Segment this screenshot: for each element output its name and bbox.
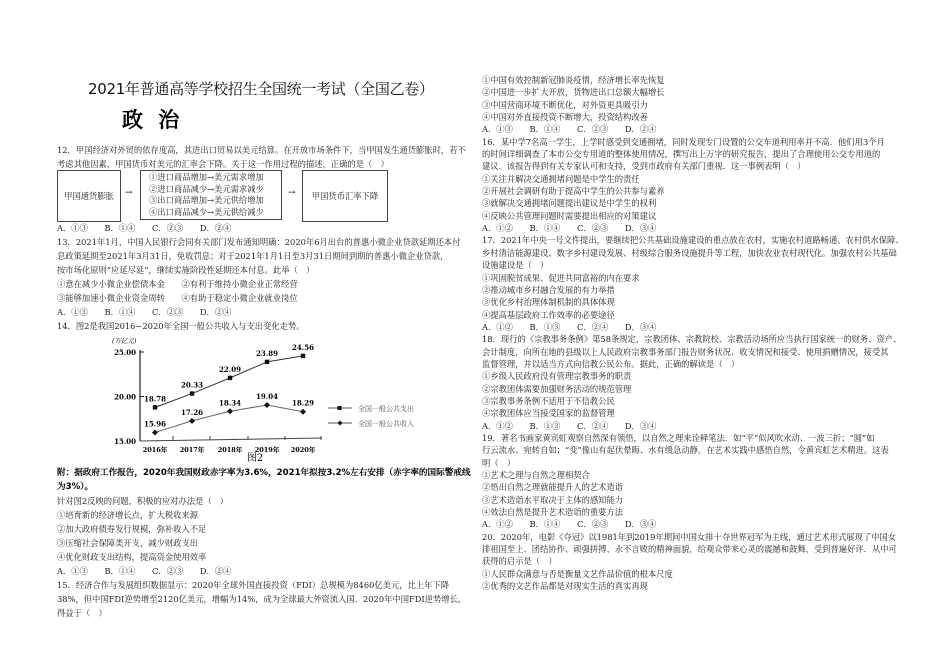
text-line: ②优秀的文艺作品都是对现实生活的真实再现 xyxy=(482,581,648,592)
data-label: 15.96 xyxy=(144,419,166,429)
series-line-1 xyxy=(155,405,303,432)
text-line: 13．2021年1月，中国人民银行会同有关部门发布通知明确：2020年6月出台的普惠小微企业贷款延期还本付 xyxy=(57,237,461,247)
diagram-start-box xyxy=(57,170,121,222)
right-column xyxy=(482,74,904,592)
text-line: 的时间详细调查了本市公交专用道的整体使用情况，撰写出上万字的研究报告，提出了合理使用公交专用道的 xyxy=(482,149,881,160)
text-line: ①艺术之理与自然之理相契合 xyxy=(482,470,590,480)
chart-caption: 图2 xyxy=(246,453,264,464)
subject-heading: 政 治 xyxy=(122,108,184,132)
text-line: 行云流水、宛转自如；“变”像山有起伏晕晦、水有缓急动静。在艺术实践中感悟自然，令黄宾虹艺术精进。这表 xyxy=(482,445,889,456)
data-point-square xyxy=(265,360,269,364)
data-point-diamond xyxy=(227,408,233,414)
legend-label: 全国一般公共收入 xyxy=(358,420,414,428)
text-line: ①乡级人民政府没有管理宗教事务的职责 xyxy=(482,371,632,382)
data-label: 19.04 xyxy=(256,392,278,402)
text-line: ②中国进一步扩大开放，货物进出口总额大幅增长 xyxy=(482,87,665,98)
diagram-end-box xyxy=(302,170,388,222)
text-line: 乡村清洁能源建设、数字乡村建设发展、村级综合服务设施提升等工程，加快农业农村现代化。加强农村公共基础 xyxy=(482,247,897,258)
text-line: 得益于（ ） xyxy=(57,608,107,618)
x-tick-label: 2017年 xyxy=(179,446,205,454)
data-point-square xyxy=(153,405,157,409)
text-line: 12．甲国经济对外贸的依存度高，其进出口贸易以美元结算。在开放市场条件下，当甲国发生通货膨胀时，若不 xyxy=(57,145,466,155)
text-line: 18．现行的《宗教事务条例》第58条规定，宗教团体、宗教院校、宗教活动场所应当执行国家统一的财务、资产、 xyxy=(482,334,902,345)
legend-square-icon xyxy=(338,406,342,410)
text-line: ③宗教事务条例不适用于不信教公民 xyxy=(482,395,615,406)
text-line: ②进口商品减少→美元需求减少 xyxy=(149,183,264,194)
text-line: A．①③ B．①④ C．②③ D．②④ xyxy=(57,307,232,317)
text-line: 15．经济合作与发展组织数据显示：2020年全球外国直接投资（FDI）总规模为8460亿美元，比上年下降 xyxy=(57,580,450,590)
text-line: ②宗教团体需要加强财务活动的规范管理 xyxy=(482,383,632,394)
arrow-icon: → xyxy=(125,188,133,198)
text-line: ①培育新的经济增长点，扩大税收来源 xyxy=(57,510,199,520)
text-line: A．①② B．①④ C．②③ D．③④ xyxy=(482,519,657,530)
text-line: A．①③ B．①④ C．②③ D．②④ xyxy=(57,566,232,576)
diagram-middle-box xyxy=(140,170,282,220)
text-line: ①进口商品增加→美元需求增加 xyxy=(149,172,264,182)
text-line: ②推动城市乡村融合发展的有力举措 xyxy=(482,284,615,295)
text-line: 针对图2反映的问题，积极的应对办法是（ ） xyxy=(57,496,229,506)
text-line: ③压缩社会保障类开支，减少财政支出 xyxy=(57,538,199,548)
note-text xyxy=(57,466,470,494)
text-line: ③艺术造诣水平取决于主体的感知能力 xyxy=(482,494,624,505)
text-line: ③能够加速小微企业资金周转 ④有助于稳定小微企业就业岗位 xyxy=(57,293,298,303)
text-line: ③就解决交通拥堵问题提出建议是中学生的权利 xyxy=(482,198,657,209)
data-point-square xyxy=(228,376,232,380)
text-line: 考虑其他因素，甲国货币对美元的汇率会下降。关于这一作用过程的描述，正确的是（ ） xyxy=(57,159,389,169)
y-tick-label: 20.00 xyxy=(114,392,136,402)
text-line: ①人民群众满意与否是衡量文艺作品价值的根本尺度 xyxy=(482,568,673,579)
data-point-diamond xyxy=(189,418,195,424)
diagram-end-text: 甲国货币汇率下降 xyxy=(311,191,379,201)
data-point-diamond xyxy=(264,402,270,408)
text-line: 38%，但中国FDI逆势增至2120亿美元，增幅为14%，成为全球最大外资流入国．2020年中国FDI逆势增长， xyxy=(57,594,467,604)
text-line: A．①② B．①③ C．②④ D．③④ xyxy=(482,321,657,332)
x-tick-label: 2019年 xyxy=(254,446,280,454)
text-line: 息政策延期至2021年3月31日，免收罚息；对于2021年1月1日至3月31日期间到期的普惠小微企业贷款， xyxy=(57,251,449,261)
question-12-stem xyxy=(57,143,466,171)
text-line: 16．某中学7名高一学生，上学时感受到交通拥堵，同时发现专门设置的公交车道利用率并不高．他们用3个月 xyxy=(482,136,885,147)
text-line: ②加大政府债券发行规模，弥补收入不足 xyxy=(57,524,207,534)
legend-diamond-icon xyxy=(338,421,343,426)
text-line: ①关注并解决交通拥堵问题是中学生的责任 xyxy=(482,173,640,184)
data-point-square xyxy=(301,354,305,358)
text-line: 为3%）。 xyxy=(57,482,94,492)
text-line: 设施建设是（ ） xyxy=(482,260,549,271)
question-12-answers xyxy=(57,221,231,235)
text-line: 排祖国至上、团结协作、顽强拼搏、永不言败的精神面貌，给观众带来心灵的震撼和鼓舞，受到普遍好评．从中可 xyxy=(482,544,897,555)
data-label: 22.09 xyxy=(219,364,241,374)
text-line: ④反映公共管理问题时需要提出相应的对策建议 xyxy=(482,210,657,221)
question-13-14 xyxy=(57,235,461,333)
y-tick-label: 25.00 xyxy=(114,348,136,357)
text-line: 建议．该报告得到有关专家认可和支持，受到市政府有关部门重视．这一事例表明（ ） xyxy=(482,161,806,172)
data-label: 20.33 xyxy=(181,380,203,390)
text-line: ③中国营商环境不断优化，对外资更具吸引力 xyxy=(482,99,648,110)
text-line: ②开展社会调研有助于提高中学生的公共参与素养 xyxy=(482,186,665,197)
text-line: 附：据政府工作报告，2020年我国财政赤字率为3.6%，2021年拟按3.2%左右安排（赤字率的国际警戒线 xyxy=(57,468,471,478)
text-line: ①巩固脱贫成果、促进共同富裕的内在要求 xyxy=(482,272,640,283)
text-line: ②悟出自然之理就能提升人的艺术造诣 xyxy=(482,482,624,493)
y-axis-unit: (万亿元) xyxy=(112,337,137,345)
text-line: 明（ ） xyxy=(482,457,516,468)
x-tick-label: 2016年 xyxy=(142,446,168,454)
text-line: 获得的启示是（ ） xyxy=(482,556,557,567)
text-line: ④效法自然是提升艺术造诣的重要方法 xyxy=(482,507,624,518)
text-line: 会计制度，向所在地的县级以上人民政府宗教事务部门报告财务状况、收支情况和接受、使用捐赠情况，接受其 xyxy=(482,346,889,357)
text-line: 14．图2是我国2016~2020年全国一般公共收入与支出变化走势。 xyxy=(57,321,305,331)
text-line: ④优化财政支出结构，提高资金使用效率 xyxy=(57,552,207,562)
data-label: 23.89 xyxy=(256,348,278,358)
text-line: A．①② B．①③ C．②④ D．③④ xyxy=(482,420,657,431)
text-line: A．①② B．①④ C．②③ D．③④ xyxy=(482,223,657,234)
figure-2-chart xyxy=(90,334,440,465)
text-line: ③优化乡村治理体制机制的具体体现 xyxy=(482,297,615,308)
text-line: 监督管理，并以适当方式向信教公民公布。据此，正确的解读是（ ） xyxy=(482,358,740,369)
text-line: ①意在减少小微企业偿债本金 ②有利于维持小微企业正常经营 xyxy=(57,279,298,289)
y-tick-label: 15.00 xyxy=(114,437,136,446)
text-line: ④出口商品减少→美元供给减少 xyxy=(149,206,264,217)
diagram-start-text: 甲国通货膨胀 xyxy=(64,191,114,201)
text-line: ④提高基层政府工作效率的必要途径 xyxy=(482,309,615,320)
data-point-diamond xyxy=(152,429,158,435)
text-line: 19．著名书画家黄宾虹观察自然深有领悟，以自然之理来诠释笔法．如“平”似风吹水动、一波三折；“圆”如 xyxy=(482,432,875,443)
data-label: 17.26 xyxy=(181,407,203,417)
legend-label: 全国一般公共支出 xyxy=(358,405,414,413)
text-line: 按市场化原则“应延尽延”，继续实施阶段性延期还本付息。此举（ ） xyxy=(57,265,315,275)
text-line: A．①③ B．①④ C．②③ D．②④ xyxy=(57,223,232,233)
data-point-diamond xyxy=(300,409,306,415)
text-line: A．①③ B．①④ C．②③ D．②④ xyxy=(482,124,657,135)
data-label: 24.56 xyxy=(292,342,314,352)
x-axis xyxy=(140,438,322,441)
text-line: ①中国有效控制新冠肺炎疫情，经济增长率先恢复 xyxy=(482,75,665,85)
text-line: 20．2020年，电影《夺冠》以1981年到2019年期间中国女排十夺世界冠军为主线，通过艺术形式展现了中国女 xyxy=(482,531,897,542)
question-14-15 xyxy=(57,494,466,620)
x-tick-label: 2018年 xyxy=(217,446,243,454)
text-line: 17．2021年中央一号文件提出，要继续把公共基础设施建设的重点放在农村，实施农村道路畅通、农村供水保障、 xyxy=(482,235,904,246)
text-line: ④中国对外直接投资不断增大，投资结构改善 xyxy=(482,112,648,123)
arrow-icon: → xyxy=(288,188,296,198)
data-label: 18.29 xyxy=(292,398,314,408)
text-line: ④宗教团体应当接受国家的监督管理 xyxy=(482,408,615,419)
data-label: 18.78 xyxy=(144,394,166,404)
x-tick-label: 2020年 xyxy=(290,446,316,454)
data-point-square xyxy=(190,391,194,395)
data-label: 18.34 xyxy=(219,398,241,408)
exam-title: 2021年普通高等学校招生全国统一考试（全国乙卷） xyxy=(88,80,434,98)
text-line: ③出口商品增加→美元供给增加 xyxy=(149,195,264,205)
